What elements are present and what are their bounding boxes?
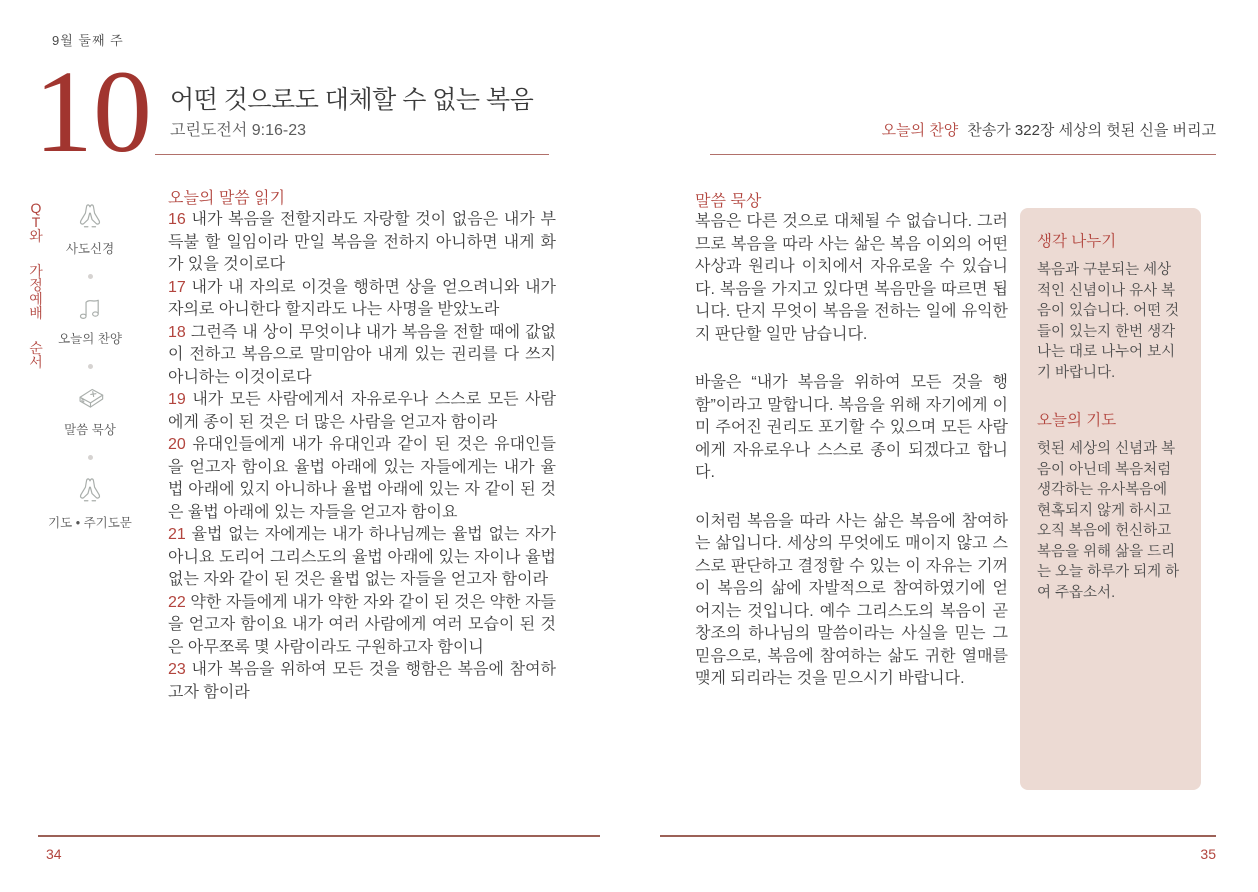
reading-section-heading: 오늘의 말씀 읽기 xyxy=(168,190,286,207)
discussion-prayer-panel xyxy=(1020,208,1201,790)
verse-21 xyxy=(168,524,556,592)
verse-18 xyxy=(168,322,556,390)
meditation-paragraph: 이처럼 복음을 따라 사는 삶은 복음에 참여하는 삶입니다. 세상의 무엇에도 매이지 않고 스스로 판단하고 결정할 수 있는 이 자유는 기꺼이 복음의 삶에 자발적으로 참여하였기에 얻어지는 것입니다. 예수 그리스도의 복음이 곧 창조의 하나님의 말씀이라는 사실을 믿는 그 믿음으로, 복음에 참여하는 삶도 귀한 열매를 맺게 되리라는 것을 믿으시기 바랍니다. xyxy=(695,512,1008,687)
verse-20 xyxy=(168,434,556,524)
worship-step-apostles-creed xyxy=(66,202,114,258)
verse-text: 내가 내 자의로 이것을 행하면 상을 얻으려니와 내가 자의로 아니한다 할지라도 나는 사명을 받았노라 xyxy=(168,278,556,318)
step-separator-dot xyxy=(88,455,93,460)
worship-step-prayer xyxy=(48,476,132,532)
scripture-text xyxy=(168,209,556,704)
bible-book-icon xyxy=(74,385,107,418)
meditation-text xyxy=(695,211,1008,691)
vertical-label-char: Q xyxy=(30,200,42,216)
music-notes-icon xyxy=(76,295,103,327)
page-number-right: 35 xyxy=(1200,846,1216,862)
footer-rule-right xyxy=(660,835,1216,837)
verse-number: 16 xyxy=(168,211,186,228)
week-kicker: 9월 둘째 주 xyxy=(52,33,124,48)
header-rule-right xyxy=(710,154,1216,155)
praise-song-title: 찬송가 322장 세상의 헛된 신을 버리고 xyxy=(967,122,1216,139)
meditation-paragraph: 바울은 “내가 복음을 위하여 모든 것을 행함”이라고 말합니다. 복음을 위해 자기에게 이미 주어진 권리도 포기할 수 있으며 모든 사람에게 자유로우나 스스로 종이 되겠다고 합니다. xyxy=(695,374,1008,481)
verse-text: 율법 없는 자에게는 내가 하나님께는 율법 없는 자가 아니요 도리어 그리스도의 율법 아래에 있는 자이나 율법 없는 자와 같이 된 것은 율법 없는 자들을 얻고자 함이라 xyxy=(168,526,556,588)
vertical-label-char: 정 xyxy=(29,277,43,293)
praying-hands-icon xyxy=(73,202,107,237)
share-thoughts-body: 복음과 구분되는 세상적인 신념이나 유사 복음이 있습니다. 어떤 것들이 있는지 한번 생각나는 대로 나누어 보시기 바랍니다. xyxy=(1037,262,1180,381)
vertical-label-char: 와 xyxy=(29,228,43,244)
verse-19 xyxy=(168,389,556,434)
vertical-label-char: 배 xyxy=(29,305,43,321)
worship-step-praise xyxy=(58,295,122,348)
worship-step-meditation xyxy=(64,385,116,439)
meditation-section-heading: 말씀 묵상 xyxy=(695,193,762,210)
verse-number: 22 xyxy=(168,593,186,611)
verse-text: 유대인들에게 내가 유대인과 같이 된 것은 유대인들을 얻고자 함이요 율법 아래에 있는 자들에게는 내가 율법 아래에 있지 아니하나 율법 아래에 있는 자 같이 된 것은 율법 아래에 있는 자들을 얻고자 함이요 xyxy=(168,436,557,521)
today-prayer-body: 헛된 세상의 신념과 복음이 아닌데 복음처럼 생각하는 유사복음에 현혹되지 않게 하시고 오직 복음에 헌신하고 복음을 위해 삶을 드리는 오늘 하루가 되게 하여 주옵소서. xyxy=(1037,441,1180,601)
today-prayer-heading: 오늘의 기도 xyxy=(1037,412,1117,429)
verse-number: 23 xyxy=(168,661,186,678)
worship-step-label: 말씀 묵상 xyxy=(64,423,116,437)
verse-text: 내가 복음을 전할지라도 자랑할 것이 없음은 내가 부득불 할 일임이라 만일 복음을 전하지 아니하면 내게 화가 있을 것이로다 xyxy=(168,211,556,273)
verse-number: 20 xyxy=(168,436,186,453)
verse-17 xyxy=(168,277,556,322)
header-rule-left xyxy=(155,154,549,155)
praise-label: 오늘의 찬양 xyxy=(881,122,959,139)
verse-number: 18 xyxy=(168,323,186,341)
verse-text: 내가 복음을 위하여 모든 것을 행함은 복음에 참여하고자 함이라 xyxy=(168,661,556,701)
worship-step-label: 사도신경 xyxy=(65,242,115,256)
vertical-label-char: 서 xyxy=(29,354,43,370)
worship-step-label: 오늘의 찬양 xyxy=(58,332,122,346)
worship-order-list xyxy=(36,202,144,532)
scripture-reference: 고린도전서 9:16-23 xyxy=(170,122,306,139)
vertical-label-char: 예 xyxy=(29,291,43,307)
verse-number: 17 xyxy=(168,278,186,296)
verse-23 xyxy=(168,659,556,704)
today-praise-line xyxy=(660,119,1216,140)
page-number-left: 34 xyxy=(46,846,62,862)
verse-text: 그런즉 내 상이 무엇이냐 내가 복음을 전할 때에 값없이 전하고 복음으로 말미암아 내게 있는 권리를 다 쓰지 아니하는 이것이로다 xyxy=(168,323,557,386)
vertical-label-char: 순 xyxy=(29,340,43,356)
verse-number: 21 xyxy=(168,526,186,543)
step-separator-dot xyxy=(88,364,93,369)
vertical-label-char: 가 xyxy=(29,263,43,279)
verse-22 xyxy=(168,592,556,660)
vertical-label-char: T xyxy=(31,214,41,230)
verse-text: 내가 모든 사람에게서 자유로우나 스스로 모든 사람에게 종이 된 것은 더 많은 사람을 얻고자 함이라 xyxy=(168,391,557,431)
footer-rule-left xyxy=(38,835,600,837)
verse-number: 19 xyxy=(168,391,186,408)
meditation-paragraph: 복음은 다른 것으로 대체될 수 없습니다. 그러므로 복음을 따라 사는 삶은 복음 이외의 어떤 사상과 원리나 이치에서 자유로울 수 있습니다. 복음을 가지고 있다면 복음만을 따르면 됩니다. 단지 무엇이 복음을 전하는 일에 유익한지 판단할 일만 남습니다. xyxy=(695,213,1008,343)
verse-16 xyxy=(168,209,556,277)
worship-step-label: 기도 • 주기도문 xyxy=(48,516,132,530)
page-title: 어떤 것으로도 대체할 수 없는 복음 xyxy=(170,86,534,114)
step-separator-dot xyxy=(88,274,93,279)
day-number: 10 xyxy=(34,46,152,177)
verse-text: 약한 자들에게 내가 약한 자와 같이 된 것은 약한 자들을 얻고자 함이요 내가 여러 사람에게 여러 모습이 된 것은 아무쪼록 몇 사람이라도 구원하고자 함이니 xyxy=(168,593,556,656)
share-thoughts-heading: 생각 나누기 xyxy=(1037,233,1117,250)
praying-hands-icon xyxy=(73,476,107,511)
